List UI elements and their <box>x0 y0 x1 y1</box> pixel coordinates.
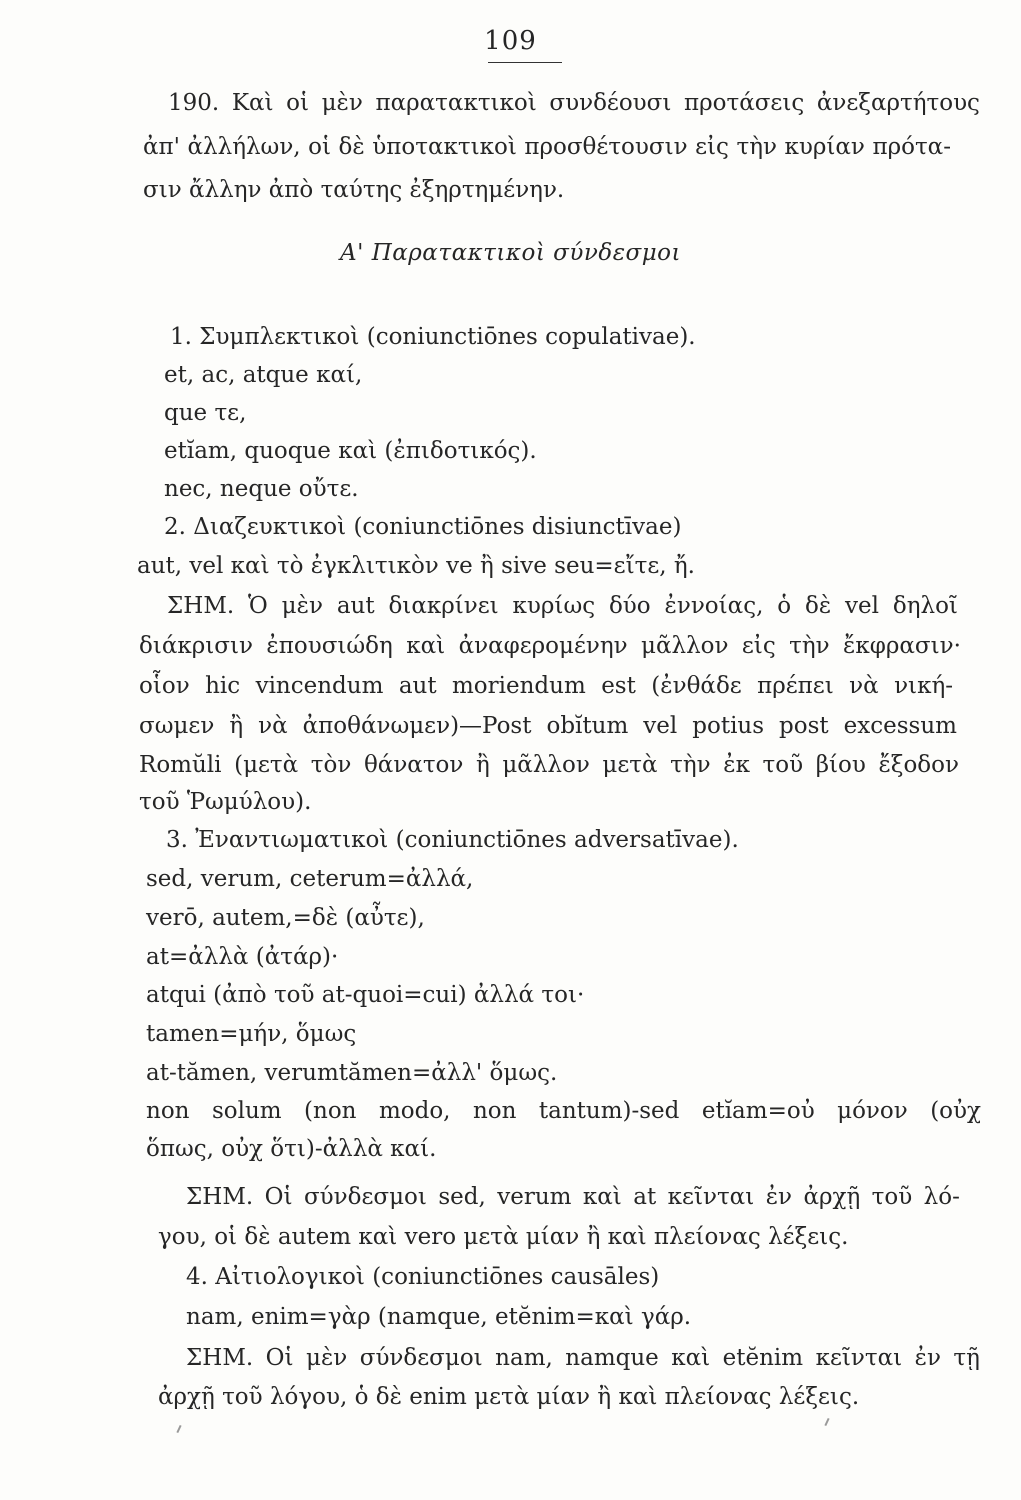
word: τοῦ <box>871 1184 913 1210</box>
word: οἱ <box>308 134 332 160</box>
text-line: aut, vel καὶ τὸ ἐγκλιτικὸν ve ἢ sive seu=εἴτε, ἤ. <box>137 553 695 579</box>
word: προσθέτουσιν <box>524 134 688 160</box>
word: μετὰ <box>602 752 658 778</box>
scan-speck <box>824 1418 829 1426</box>
word: νική- <box>894 673 953 699</box>
word: οἷον <box>139 673 190 699</box>
word: ΣΗΜ. <box>167 593 235 619</box>
word: etĕnim <box>722 1345 804 1371</box>
word: τὴν <box>789 633 830 659</box>
word: δύο <box>608 593 651 619</box>
word: ἀρχῇ <box>803 1184 861 1210</box>
word: ὑποτακτικοὶ <box>372 134 517 160</box>
word: at <box>633 1184 657 1210</box>
word: πρέπει <box>757 673 834 699</box>
text-line: etĭam, quoque καὶ (ἐπιδοτικός). <box>164 438 537 464</box>
text-line: nam, enim=γὰρ (namque, etĕnim=καὶ γάρ. <box>186 1304 692 1330</box>
word: sed, <box>438 1184 486 1210</box>
word: vel <box>845 593 880 619</box>
text-line <box>139 711 957 741</box>
word: ΣΗΜ. <box>186 1184 254 1210</box>
word: βίου <box>815 752 866 778</box>
word: κυρίαν <box>784 134 865 160</box>
text-line: ὅπως, οὐχ ὅτι)-ἀλλὰ καί. <box>146 1136 437 1162</box>
word: Οἱ <box>265 1345 294 1371</box>
word: potius <box>692 713 765 739</box>
paragraph-line <box>143 132 951 162</box>
word: ἀπ' <box>143 134 180 160</box>
text-line <box>186 1343 980 1373</box>
text-line: 4. Αἰτιολογικοὶ (coniunctiōnes causāles) <box>186 1264 660 1290</box>
page-number: 109 <box>484 26 537 56</box>
word: namque <box>565 1345 659 1371</box>
word: non <box>146 1098 190 1124</box>
text-line: 2. Διαζευκτικοὶ (coniunctiōnes disiunctīvae) <box>164 514 682 540</box>
word: διάκρισιν <box>139 633 254 659</box>
paragraph-line: σιν ἄλλην ἀπὸ ταύτης ἐξηρτημένην. <box>143 177 565 203</box>
word: modo, <box>378 1098 451 1124</box>
text-line <box>139 631 961 661</box>
text-line: at-tămen, verumtămen=ἀλλ' ὅμως. <box>146 1060 558 1086</box>
word: tantum)-sed <box>538 1098 680 1124</box>
word: est <box>601 673 636 699</box>
word: μὲν <box>306 1345 348 1371</box>
text-line <box>186 1182 960 1212</box>
word: ἀλλήλων, <box>187 134 301 160</box>
word: aut <box>398 673 437 699</box>
text-line: que τε, <box>164 400 247 426</box>
word: ἔκφρασιν· <box>843 633 961 659</box>
text-line <box>146 1096 981 1126</box>
word: vel <box>643 713 678 739</box>
word: ἢ <box>475 752 490 778</box>
section-heading: Α' Παρατακτικοὶ σύνδεσμοι <box>339 240 682 266</box>
word: (μετὰ <box>234 752 299 778</box>
word: ἢ <box>229 713 244 739</box>
word: κυρίως <box>512 593 596 619</box>
word: μὲν <box>321 90 363 116</box>
word: λό- <box>923 1184 960 1210</box>
word: καὶ <box>406 633 446 659</box>
word: εἰς <box>741 633 776 659</box>
word: excessum <box>843 713 957 739</box>
word: ἐν <box>914 1345 941 1371</box>
word: ἔξοδον <box>878 752 959 778</box>
word: πρότα- <box>872 134 951 160</box>
word: etĭam=οὐ <box>701 1098 815 1124</box>
word: τὴν <box>670 752 711 778</box>
word: μόνον <box>837 1098 908 1124</box>
word: νὰ <box>849 673 879 699</box>
text-line: nec, neque οὔτε. <box>164 476 359 502</box>
word: καὶ <box>671 1345 711 1371</box>
word: δηλοῖ <box>892 593 958 619</box>
word: ἐν <box>765 1184 793 1210</box>
word: verum <box>497 1184 572 1210</box>
word: μᾶλλον <box>502 752 590 778</box>
word: μὲν <box>281 593 323 619</box>
text-line: at=ἀλλὰ (ἀτάρ)· <box>146 944 339 970</box>
word: ὁ <box>777 593 792 619</box>
text-line: ἀρχῇ τοῦ λόγου, ὁ δὲ enim μετὰ μίαν ἢ καὶ πλείονας λέξεις. <box>158 1384 860 1410</box>
word: καὶ <box>582 1184 622 1210</box>
word: νὰ <box>258 713 288 739</box>
text-line: 1. Συμπλεκτικοὶ (coniunctiōnes copulativae). <box>170 324 696 350</box>
text-line: et, ac, atque καί, <box>164 362 363 388</box>
word: μᾶλλον <box>641 633 729 659</box>
word: 190. <box>168 90 220 116</box>
word: δὲ <box>338 134 365 160</box>
text-line: γου, οἱ δὲ autem καὶ vero μετὰ μίαν ἢ καὶ πλείονας λέξεις. <box>158 1224 849 1250</box>
word: ἐκ <box>723 752 750 778</box>
text-line: sed, verum, ceterum=ἀλλά, <box>146 866 474 892</box>
word: Οἱ <box>264 1184 293 1210</box>
paragraph-line <box>168 88 980 118</box>
word: παρατακτικοὶ <box>375 90 537 116</box>
word: non <box>472 1098 517 1124</box>
word: moriendum <box>452 673 586 699</box>
word: σύνδεσμοι <box>359 1345 483 1371</box>
word: τῇ <box>953 1345 980 1371</box>
text-line: tamen=μήν, ὅμως <box>146 1021 357 1047</box>
word: obĭtum <box>546 713 629 739</box>
word: οἱ <box>286 90 310 116</box>
word: σύνδεσμοι <box>303 1184 427 1210</box>
text-line: τοῦ Ῥωμύλου). <box>139 789 312 815</box>
word: συνδέουσι <box>549 90 672 116</box>
word: nam, <box>495 1345 553 1371</box>
word: ἐπουσιώδη <box>266 633 393 659</box>
word: aut <box>336 593 375 619</box>
word: solum <box>211 1098 282 1124</box>
word: Romŭli <box>139 752 222 778</box>
word: (οὐχ <box>930 1098 981 1124</box>
word: θάνατον <box>363 752 464 778</box>
word: κεῖνται <box>815 1345 903 1371</box>
text-line <box>139 671 953 701</box>
text-line: verō, autem,=δὲ (αὖτε), <box>146 905 425 931</box>
word: εἰς <box>695 134 729 160</box>
word: (ἐνθάδε <box>651 673 742 699</box>
page-number-rule <box>488 62 562 63</box>
word: Ὁ <box>248 593 268 619</box>
word: ἀναφερομένην <box>458 633 628 659</box>
word: κεῖνται <box>667 1184 755 1210</box>
word: προτάσεις <box>683 90 805 116</box>
word: Καὶ <box>231 90 274 116</box>
word: τὸν <box>310 752 352 778</box>
word: post <box>779 713 829 739</box>
word: ΣΗΜ. <box>186 1345 254 1371</box>
word: διακρίνει <box>388 593 499 619</box>
word: ἐννοίας, <box>664 593 764 619</box>
text-line <box>167 591 958 621</box>
word: σωμεν <box>139 713 215 739</box>
word: ἀνεξαρτήτους <box>816 90 980 116</box>
word: τοῦ <box>762 752 804 778</box>
word: hic <box>205 673 241 699</box>
word: ἀποθάνωμεν)—Post <box>302 713 532 739</box>
word: vincendum <box>255 673 384 699</box>
text-line <box>139 750 959 780</box>
word: τὴν <box>736 134 777 160</box>
text-line: 3. Ἐναντιωματικοὶ (coniunctiōnes adversatīvae). <box>166 827 739 853</box>
word: (non <box>304 1098 357 1124</box>
text-line: atqui (ἀπὸ τοῦ at-quoi=cui) ἀλλά τοι· <box>146 982 585 1008</box>
scan-speck <box>176 1425 181 1433</box>
word: δὲ <box>804 593 832 619</box>
